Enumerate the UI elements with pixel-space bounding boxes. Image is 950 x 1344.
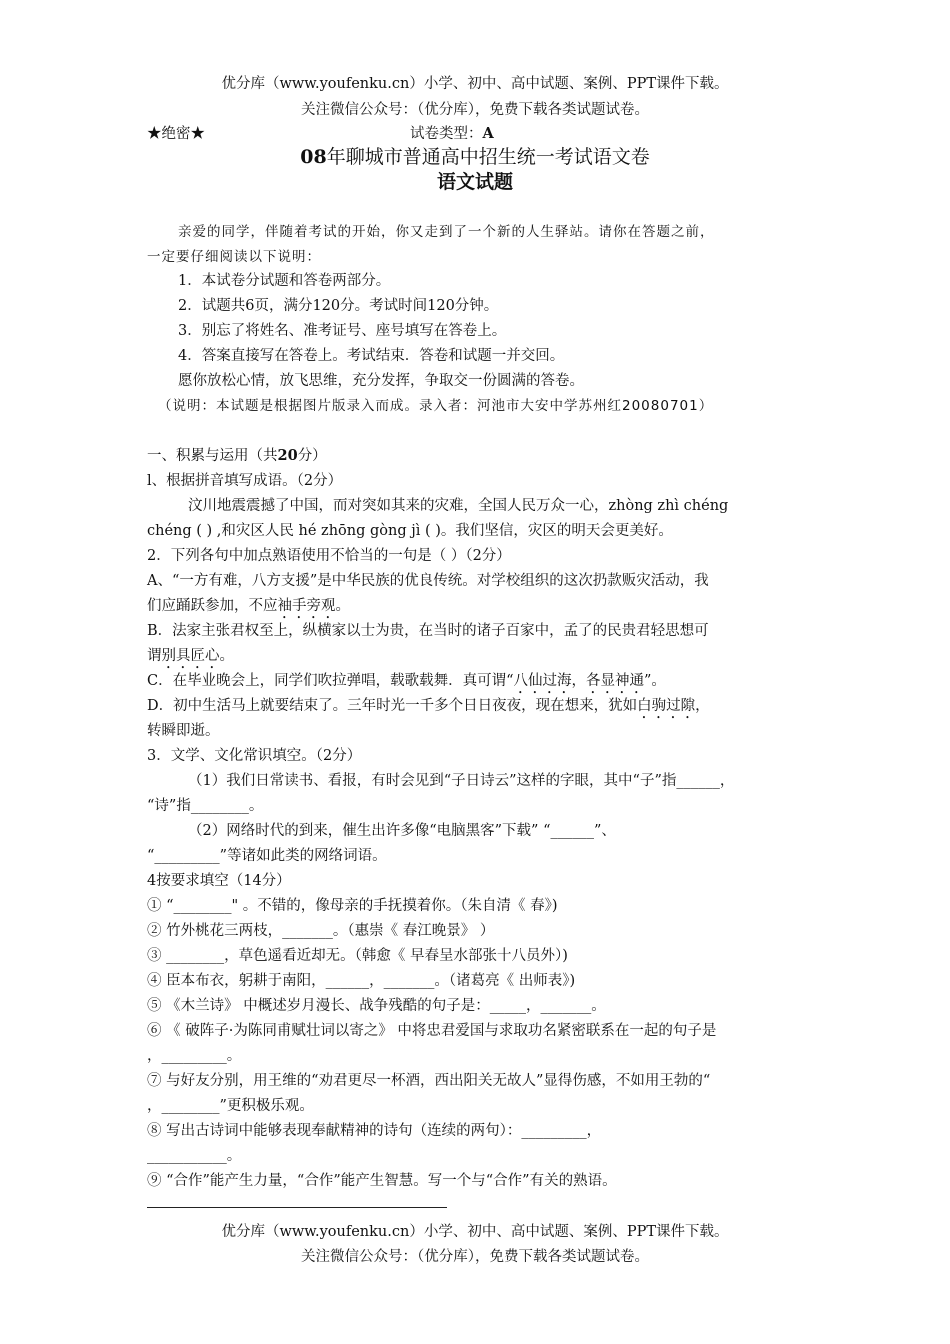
exam-subtitle: 语文试题 xyxy=(436,171,513,193)
q2-option-b-dotted-idiom: 别具匠心 xyxy=(161,648,220,664)
q2-option-a-text: 们应踊跃参加，不应 xyxy=(147,598,278,614)
q2-title: 2．下列各句中加点熟语使用不恰当的一句是（ ）（2分） xyxy=(147,548,511,564)
q2-option-c-end: ”。 xyxy=(644,673,666,689)
q4-item-9: ⑨ “合作”能产生力量，“合作”能产生智慧。写一个与“合作”有关的熟语。 xyxy=(147,1173,617,1189)
q3-part1-line1: （1）我们日常读书、看报，有时会见到“子日诗云”这样的字眼，其中“子”指______， xyxy=(188,773,735,789)
q2-option-d-dotted-idiom: 白驹过隙 xyxy=(637,698,696,714)
q2-option-d-end: ， xyxy=(695,698,710,714)
q2-option-c xyxy=(147,671,666,697)
q2-option-b-line2 xyxy=(147,646,234,672)
q2-option-a-end: 。 xyxy=(335,598,350,614)
entry-note: （说明：本试题是根据图片版录入而成。录入者：河池市大安中学苏州红20080701） xyxy=(158,398,714,414)
q2-option-d-text: D．初中生活马上就要结束了。三年时光一千多个日日夜夜，现在想来，犹如 xyxy=(147,698,638,714)
q4-item-8: ⑧ 写出古诗词中能够表现奉献精神的诗句（连续的两句）：_________， xyxy=(147,1123,602,1139)
q4-item-8-cont: ___________。 xyxy=(147,1148,242,1164)
q4-item-4: ④ 臣本布衣，躬耕于南阳，______，_______。（诸葛亮《 出师表》) xyxy=(147,973,576,989)
q1-line1: 汶川地震震撼了中国，而对突如其来的灾难，全国人民万众一心，zhòng zhì chéng xyxy=(188,498,729,514)
q4-item-6-cont: ，_________。 xyxy=(147,1048,242,1064)
intro-paragraph-1b: 一定要仔细阅读以下说明： xyxy=(147,249,321,265)
q2-option-c-dotted-idiom: 八仙过海，各显神通 xyxy=(513,673,645,689)
q4-item-5: ⑤ 《木兰诗》 中概述岁月漫长、战争残酷的句子是：_____，_______。 xyxy=(147,998,606,1014)
q2-option-b-end: 。 xyxy=(219,648,234,664)
q4-item-6: ⑥ 《 破阵子·为陈同甫赋壮词以寄之》 中将忠君爱国与求取功名紧密联系在一起的句子是 xyxy=(147,1023,717,1039)
q4-item-3: ③ ________，草色遥看近却无。（韩愈《 早春呈水部张十八员外）) xyxy=(147,948,568,964)
q4-title: 4按要求填空（14分） xyxy=(147,873,291,889)
q4-item-1: ① “________" 。不错的，像母亲的手抚摸着你。（朱自清《 春》) xyxy=(147,898,558,914)
section1-heading-points: 20 xyxy=(277,447,298,464)
q4-item-7: ⑦ 与好友分别，用王维的“劝君更尽一杯酒，西出阳关无故人”显得伤感，不如用王勃的“ xyxy=(147,1073,711,1089)
q4-item-2: ② 竹外桃花三两枝，_______。（惠崇《 春江晚景》 ） xyxy=(147,923,495,939)
site-footer-line2: 关注微信公众号：（优分库），免费下载各类试题试卷。 xyxy=(301,1249,649,1265)
paper-type xyxy=(410,124,494,144)
instruction-item-2: 2．试题共6页，满分120分。考试时间120分钟。 xyxy=(178,298,499,314)
intro-paragraph-1a: 亲爱的同学，伴随着考试的开始，你又走到了一个新的人生驿站。请你在答题之前， xyxy=(178,224,715,240)
section1-heading-b: 分） xyxy=(297,448,327,464)
q2-option-b-text: 谓 xyxy=(147,648,162,664)
exam-title-year: 08 xyxy=(300,146,327,168)
paper-type-value: A xyxy=(482,125,494,142)
section1-heading xyxy=(147,446,327,466)
q3-title: 3．文学、文化常识填空。（2分） xyxy=(147,748,362,764)
q2-option-a-line1: A、“一方有难，八方支援”是中华民族的优良传统。对学校组织的这次扔款贩灾活动，我 xyxy=(147,573,709,589)
q2-option-b-line1: B．法家主张君权至上，纵横家以士为贵，在当时的诸子百家中，孟了的民贵君轻思想可 xyxy=(147,623,709,639)
q1-title: l、根据拼音填写成语。（2分） xyxy=(147,473,343,489)
section1-heading-a: 一、积累与运用（共 xyxy=(147,448,278,464)
q2-option-c-text: C．在毕业晚会上，同学们吹拉弹唱，载歌载舞．真可谓“ xyxy=(147,673,514,689)
q3-part2-line2: “_________”等诸如此类的网络词语。 xyxy=(147,848,387,864)
instruction-item-1: 1．本试卷分试题和答卷两部分。 xyxy=(178,273,391,289)
q2-option-d-line1 xyxy=(147,696,710,722)
q3-part1-line2: “诗”指________。 xyxy=(147,798,264,814)
paper-type-label: 试卷类型： xyxy=(410,126,483,142)
instruction-item-3: 3．别忘了将姓名、准考证号、座号填写在答卷上。 xyxy=(178,323,507,339)
q2-option-d-line2: 转瞬即逝。 xyxy=(147,723,220,739)
exam-title xyxy=(0,147,950,167)
q2-option-a-line2 xyxy=(147,596,350,622)
q2-option-a-dotted-idiom: 袖手旁观 xyxy=(277,598,336,614)
answer-line xyxy=(147,1207,447,1208)
site-header-line2: 关注微信公众号：（优分库），免费下载各类试题试卷。 xyxy=(301,102,649,118)
q4-item-7-cont: ，________”更积极乐观。 xyxy=(147,1098,314,1114)
q3-part2-line1: （2）网络时代的到来，催生出许多像“电脑黑客”下载” “______”、 xyxy=(188,823,616,839)
exam-title-main: 年聊城市普通高中招生统一考试语文卷 xyxy=(326,146,650,168)
site-header-line1: 优分库（www.youfenku.cn）小学、初中、高中试题、案例、PPT课件下载。 xyxy=(221,76,729,92)
secret-label: ★绝密★ xyxy=(147,126,205,142)
site-footer-line1: 优分库（www.youfenku.cn）小学、初中、高中试题、案例、PPT课件下载。 xyxy=(221,1224,729,1240)
instruction-item-4: 4．答案直接写在答卷上。考试结束．答卷和试题一并交回。 xyxy=(178,348,565,364)
intro-wish: 愿你放松心情，放飞思维，充分发挥，争取交一份圆满的答卷。 xyxy=(178,373,584,389)
q1-line2: chéng ( ) ,和灾区人民 hé zhōng gòng jì ( )。我们坚信，灾区的明天会更美好。 xyxy=(147,523,673,539)
